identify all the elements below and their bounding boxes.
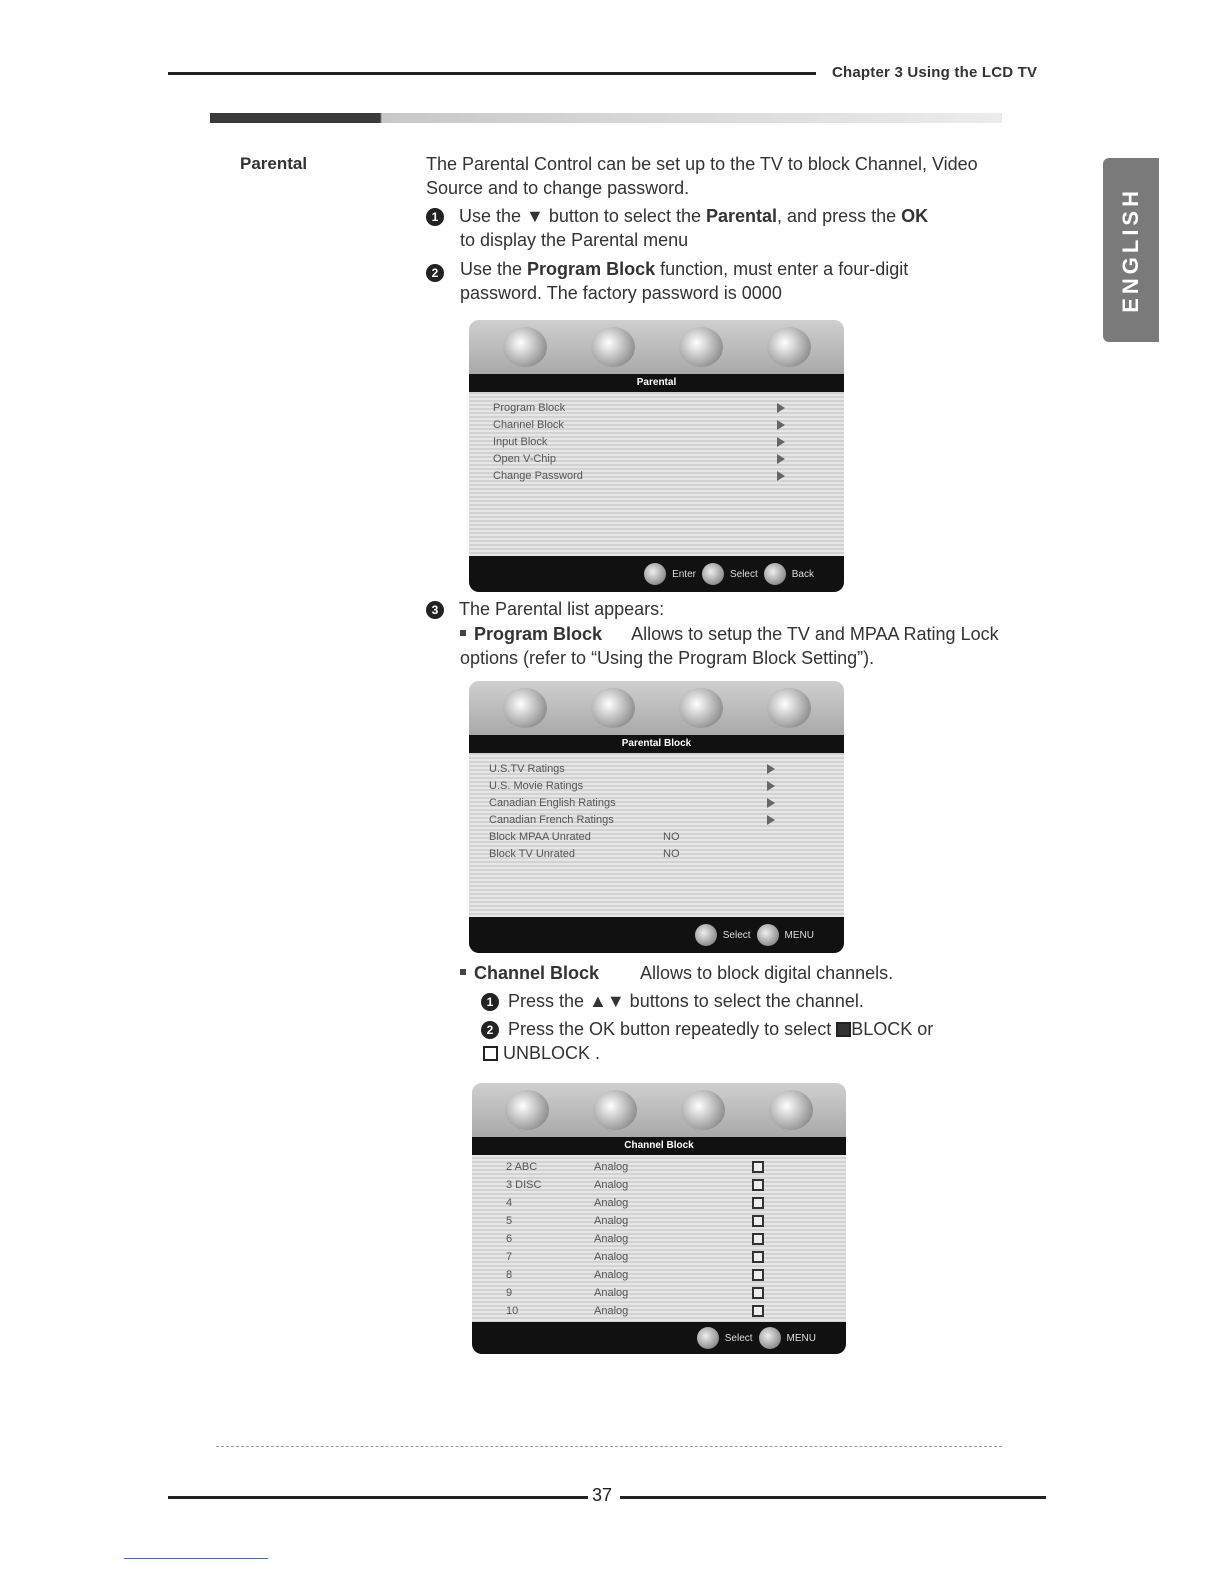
setup-menu-icon: [679, 327, 723, 367]
channel-row[interactable]: 4 Analog: [472, 1195, 846, 1213]
language-tab-label: ENGLISH: [1118, 187, 1143, 313]
arrow-right-icon: [767, 815, 775, 825]
unblocked-box-icon: [483, 1046, 498, 1061]
square-bullet-icon: [460, 969, 466, 975]
channel-row[interactable]: 10 Analog: [472, 1303, 846, 1321]
menu-footer: Select MENU: [472, 1322, 846, 1354]
menu-item[interactable]: U.S. Movie Ratings: [469, 778, 844, 795]
checkbox-icon: [752, 1305, 764, 1317]
parental-block-screen: [469, 681, 844, 953]
page-number: 37: [592, 1485, 613, 1505]
menu-item[interactable]: Block MPAA Unrated NO: [489, 831, 680, 843]
menu-footer: Select MENU: [469, 917, 844, 953]
checkbox-icon: [752, 1197, 764, 1209]
channel-block-desc: Channel Block Allows to block digital channels.: [460, 961, 1040, 985]
dpad-icon: [702, 563, 724, 585]
picture-menu-icon: [503, 688, 547, 728]
channel-row[interactable]: 8 Analog: [472, 1267, 846, 1285]
picture-menu-icon: [503, 327, 547, 367]
footer-dotted-rule: [216, 1446, 1002, 1447]
channel-row[interactable]: 7 Analog: [472, 1249, 846, 1267]
intro-paragraph: The Parental Control can be set up to the TV to block Channel, Video Source and to change password.: [426, 154, 978, 198]
arrow-right-icon: [777, 403, 785, 413]
checkbox-icon: [752, 1287, 764, 1299]
arrow-right-icon: [777, 420, 785, 430]
step-3: 3 The Parental list appears:: [426, 597, 1026, 621]
channel-row[interactable]: 6 Analog: [472, 1231, 846, 1249]
arrow-right-icon: [777, 437, 785, 447]
step-1: 1 Use the ▼ button to select the Parental, and press the OK to display the Parental menu: [426, 204, 1006, 252]
channel-row[interactable]: 2 ABC Analog: [472, 1159, 846, 1177]
menu-icon-bar: [469, 320, 844, 374]
arrow-right-icon: [767, 798, 775, 808]
parental-menu-icon: [767, 688, 811, 728]
chapter-title: Chapter 3 Using the LCD TV: [832, 64, 1038, 81]
channel-row[interactable]: 3 DISC Analog: [472, 1177, 846, 1195]
checkbox-icon: [752, 1179, 764, 1191]
channel-row[interactable]: 9 Analog: [472, 1285, 846, 1303]
sound-menu-icon: [591, 327, 635, 367]
dpad-icon: [695, 924, 717, 946]
header-rule: [168, 72, 816, 75]
menu-button-icon: [764, 563, 786, 585]
setup-menu-icon: [679, 688, 723, 728]
header-gradient-bar: [210, 113, 1002, 123]
step-2: 2 Use the Program Block function, must enter a four-digit password. The factory password is 0000: [426, 257, 986, 305]
arrow-right-icon: [777, 471, 785, 481]
menu-item[interactable]: Change Password: [469, 468, 844, 485]
step-number: 2: [481, 1021, 499, 1039]
channel-substep-1: 1 Press the ▲▼ buttons to select the channel.: [481, 989, 1041, 1013]
checkbox-icon: [752, 1269, 764, 1281]
parental-menu-icon: [767, 327, 811, 367]
menu-item[interactable]: U.S.TV Ratings: [469, 761, 844, 778]
menu-icon-bar: [472, 1083, 846, 1137]
menu-item[interactable]: Program Block: [469, 400, 844, 417]
menu-item[interactable]: Channel Block: [469, 417, 844, 434]
step-number: 1: [426, 208, 444, 226]
menu-item[interactable]: Block TV Unrated NO: [489, 848, 680, 860]
picture-menu-icon: [505, 1090, 549, 1130]
arrow-right-icon: [767, 764, 775, 774]
channel-list: [472, 1155, 846, 1325]
blocked-box-icon: [836, 1022, 851, 1037]
checkbox-icon: [752, 1215, 764, 1227]
menu-footer: Enter Select Back: [469, 556, 844, 592]
menu-item[interactable]: Input Block: [469, 434, 844, 451]
step-number: 2: [426, 264, 444, 282]
blue-rule: [124, 1558, 268, 1559]
footer-rule-left: [168, 1496, 588, 1499]
ok-button-icon: [644, 563, 666, 585]
checkbox-icon: [752, 1161, 764, 1173]
program-block-desc: Program Block Allows to setup the TV and MPAA Rating Lock options (refer to “Using the Program Block Setting”).: [460, 624, 999, 668]
menu-title: Channel Block: [472, 1137, 846, 1155]
parental-menu-screen: [469, 320, 844, 592]
parental-menu-icon: [769, 1090, 813, 1130]
channel-substep-2: 2 Press the OK button repeatedly to select BLOCK or UNBLOCK .: [481, 1017, 1041, 1065]
footer-rule-right: [620, 1496, 1046, 1499]
sound-menu-icon: [593, 1090, 637, 1130]
section-label: Parental: [240, 154, 308, 173]
setup-menu-icon: [681, 1090, 725, 1130]
step-number: 1: [481, 993, 499, 1011]
channel-row[interactable]: 5 Analog: [472, 1213, 846, 1231]
arrow-right-icon: [767, 781, 775, 791]
language-side-tab: [1103, 158, 1159, 342]
menu-title: Parental: [469, 374, 844, 392]
checkbox-icon: [752, 1251, 764, 1263]
menu-item[interactable]: Canadian French Ratings: [469, 812, 844, 829]
checkbox-icon: [752, 1233, 764, 1245]
menu-button-icon: [759, 1327, 781, 1349]
sound-menu-icon: [591, 688, 635, 728]
square-bullet-icon: [460, 630, 466, 636]
menu-item[interactable]: Canadian English Ratings: [469, 795, 844, 812]
channel-block-screen: [472, 1083, 846, 1354]
dpad-icon: [697, 1327, 719, 1349]
menu-title: Parental Block: [469, 735, 844, 753]
arrow-right-icon: [777, 454, 785, 464]
menu-item[interactable]: Open V-Chip: [469, 451, 844, 468]
step-number: 3: [426, 601, 444, 619]
menu-icon-bar: [469, 681, 844, 735]
menu-button-icon: [757, 924, 779, 946]
